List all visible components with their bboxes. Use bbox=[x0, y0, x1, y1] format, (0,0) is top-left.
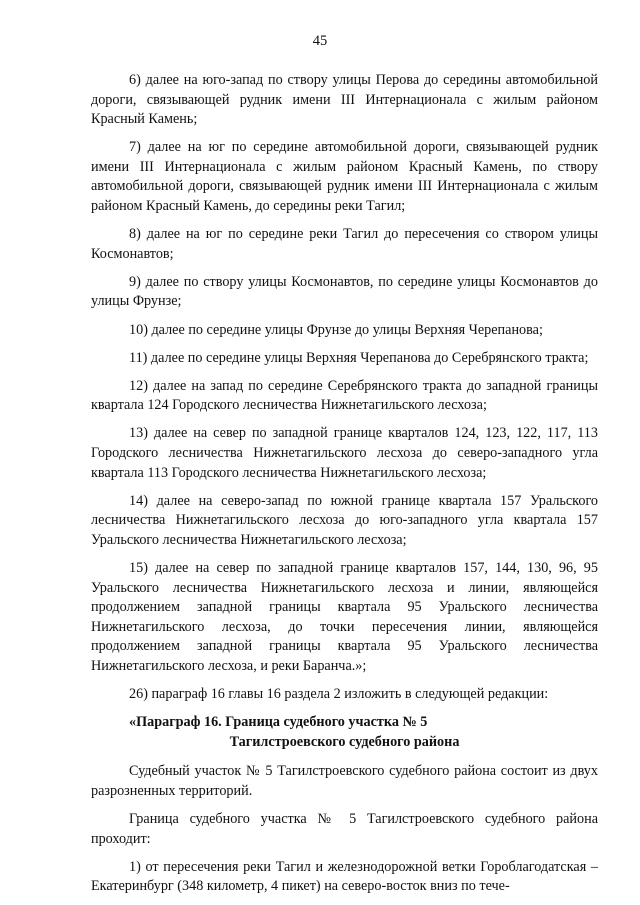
paragraph-item-12: 12) далее на запад по середине Серебрянского тракта до западной границы квартала 124 Городского лесничества Нижнетагильского лесхоза; bbox=[91, 377, 598, 414]
section-heading bbox=[91, 713, 598, 752]
document-body bbox=[91, 71, 598, 905]
paragraph-item-1: 1) от пересечения реки Тагил и железнодорожной ветки Гороблагодатская – Екатеринбург (348 километр, 4 пикет) на северо-восток вниз по тече- bbox=[91, 858, 598, 895]
paragraph-item-9: 9) далее по створу улицы Космонавтов, по середине улицы Космонавтов до улицы Фрунзе; bbox=[91, 273, 598, 310]
page-number: 45 bbox=[312, 33, 328, 49]
paragraph-item-7: 7) далее на юг по середине автомобильной дороги, связывающей рудник имени III Интернационала с жилым районом Красный Камень, по створу автомобильной дороги, связывающей рудник имени III Интернационала с жилым районом Красный Камень, до середины реки Тагил; bbox=[91, 139, 598, 215]
paragraph-item-14: 14) далее на северо-запад по южной границе квартала 157 Уральского лесничества Нижнетагильского лесхоза до юго-западного угла квартала 157 Уральского лесничества Нижнетагильского лесхоза; bbox=[91, 492, 598, 548]
paragraph-boundary-intro: Граница судебного участка № 5 Тагилстроевского судебного района проходит: bbox=[91, 811, 598, 847]
paragraph-item-6: 6) далее на юго-запад по створу улицы Перова до середины автомобильной дороги, связывающей рудник имени III Интернационала с жилым районом Красный Камень; bbox=[91, 72, 598, 128]
amendment-instruction: 26) параграф 16 главы 16 раздела 2 изложить в следующей редакции: bbox=[129, 686, 549, 703]
paragraph-item-10: 10) далее по середине улицы Фрунзе до улицы Верхняя Черепанова; bbox=[129, 321, 543, 338]
paragraph-item-11: 11) далее по середине улицы Верхняя Черепанова до Серебрянского тракта; bbox=[129, 349, 589, 366]
paragraph-item-15: 15) далее на север по западной границе кварталов 157, 144, 130, 96, 95 Уральского лесничества Нижнетагильского лесхоза и линии, являющейся продолжением западной границы квартала 95 Уральского лесничества Нижнетагильского лесхоза, до точки пересечения линии, являющейся продолжением западной границы квартала 95 Уральского лесничества Нижнетагильского лесхоза, и реки Баранча.»; bbox=[91, 559, 598, 674]
paragraph-intro: Судебный участок № 5 Тагилстроевского судебного района состоит из двух разрозненных территорий. bbox=[91, 763, 598, 799]
paragraph-item-13: 13) далее на север по западной границе кварталов 124, 123, 122, 117, 113 Городского лесничества Нижнетагильского лесхоза до северо-западного угла квартала 113 Городского лесничества Нижнетагильского лесхоза; bbox=[91, 425, 598, 481]
section-heading-line1: «Параграф 16. Граница судебного участка № 5 bbox=[129, 714, 428, 731]
paragraph-item-8: 8) далее на юг по середине реки Тагил до пересечения со створом улицы Космонавтов; bbox=[91, 226, 598, 262]
section-heading-line2: Тагилстроевского судебного района bbox=[229, 733, 460, 750]
